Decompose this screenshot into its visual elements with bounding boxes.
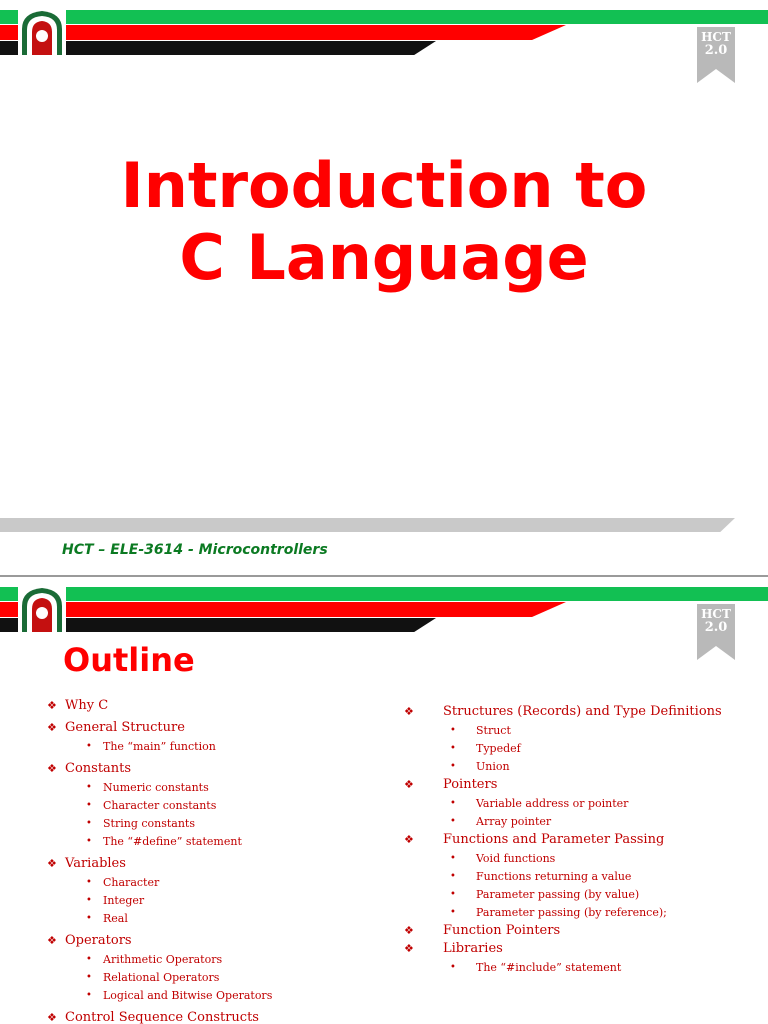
diamond-bullet-icon: ❖ [404,924,414,937]
outline-sub-item-label: Arithmetic Operators [103,953,223,966]
outline-sub-item-label: Void functions [476,852,556,865]
course-footer: HCT – ELE-3614 - Microcontrollers [62,542,328,558]
diamond-bullet-icon: ❖ [47,721,57,734]
outline-sub-item-label: Character [103,876,160,889]
outline-sub-item-label: Union [476,760,510,773]
dot-bullet-icon: • [86,972,92,983]
outline-item [404,940,744,958]
outline-sub-item-label: String constants [103,817,195,830]
outline-sub-list [404,795,744,831]
outline-item-label: Pointers [443,777,498,792]
dot-bullet-icon: • [450,816,456,827]
dot-bullet-icon: • [450,907,456,918]
diamond-bullet-icon: ❖ [47,857,57,870]
hct-bookmark-badge [697,27,735,83]
outline-item [47,855,377,873]
diamond-bullet-icon: ❖ [404,778,414,791]
outline-sub-item [47,987,377,1005]
outline-sub-item-label: The “#define” statement [103,835,242,848]
outline-item-label: Constants [65,761,132,776]
dot-bullet-icon: • [450,871,456,882]
dot-bullet-icon: • [450,761,456,772]
outline-item [47,1009,377,1024]
header-red-band [0,25,566,40]
outline-sub-list [404,850,744,922]
outline-sub-item [47,738,377,756]
outline-item [404,922,744,940]
outline-sub-item-label: Character constants [103,799,217,812]
dot-bullet-icon: • [450,853,456,864]
outline-sub-list [47,874,377,928]
outline-sub-item-label: The “#include” statement [476,961,622,974]
dot-bullet-icon: • [450,798,456,809]
diamond-bullet-icon: ❖ [47,699,57,712]
hct-arch-logo [18,586,66,634]
outline-sub-item [404,868,744,886]
diamond-bullet-icon: ❖ [404,942,414,955]
dot-bullet-icon: • [450,962,456,973]
diamond-bullet-icon: ❖ [47,934,57,947]
badge-text-version: 2.0 [704,620,728,635]
outline-sub-list [47,779,377,851]
outline-sub-item-label: Numeric constants [103,781,209,794]
outline-sub-item-label: Logical and Bitwise Operators [103,989,273,1002]
outline-sub-item [47,797,377,815]
outline-item [47,697,377,715]
outline-left-column [47,693,377,1024]
dot-bullet-icon: • [86,913,92,924]
outline-item [47,760,377,778]
outline-item-label: Functions and Parameter Passing [443,832,665,847]
outline-item-label: Control Sequence Constructs [65,1010,259,1024]
outline-item-label: Libraries [443,941,503,956]
dot-bullet-icon: • [86,741,92,752]
dot-bullet-icon: • [86,836,92,847]
hct-arch-logo [18,9,66,57]
dot-bullet-icon: • [86,895,92,906]
dot-bullet-icon: • [450,725,456,736]
outline-sub-item [404,850,744,868]
outline-slide [0,577,768,1024]
diamond-bullet-icon: ❖ [404,705,414,718]
title-line-2: C Language [179,221,589,294]
title-line-1: Introduction to [120,149,648,222]
outline-item [404,776,744,794]
outline-sub-item-label: Real [103,912,128,925]
outline-item-label: Why C [65,698,109,713]
outline-title: Outline [63,641,195,679]
footer-gray-band [0,518,735,532]
badge-text-hct: HCT [701,30,731,44]
outline-sub-item [404,904,744,922]
outline-sub-item-label: Struct [476,724,511,737]
badge-text-hct: HCT [701,607,731,621]
outline-sub-item-label: Parameter passing (by reference); [476,906,667,919]
outline-item-label: General Structure [65,720,185,735]
outline-item-label: Structures (Records) and Type Definitions [443,704,722,719]
outline-sub-item [47,892,377,910]
outline-item [404,831,744,849]
outline-sub-item [47,874,377,892]
outline-sub-item-label: Variable address or pointer [476,797,629,810]
outline-sub-item-label: Relational Operators [103,971,220,984]
outline-sub-item [404,959,744,977]
hct-bookmark-badge [697,604,735,660]
outline-sub-item [404,886,744,904]
header-green-band [0,10,768,24]
outline-sub-item-label: Array pointer [476,815,552,828]
outline-sub-item [47,779,377,797]
outline-item-label: Variables [65,856,126,871]
header-green-band [0,587,768,601]
dot-bullet-icon: • [450,889,456,900]
outline-sub-item [404,795,744,813]
outline-sub-list [404,722,744,776]
outline-item [404,703,744,721]
outline-item-label: Function Pointers [443,923,561,938]
dot-bullet-icon: • [86,877,92,888]
outline-sub-list [47,738,377,756]
outline-sub-item [404,740,744,758]
outline-sub-item [47,969,377,987]
outline-sub-item-label: Integer [103,894,145,907]
outline-sub-item-label: Functions returning a value [476,870,632,883]
slide-title [64,150,704,294]
outline-item-label: Operators [65,933,132,948]
outline-sub-item-label: The “main” function [103,740,216,753]
outline-sub-item [404,722,744,740]
outline-sub-item [47,815,377,833]
outline-item [47,932,377,950]
outline-sub-list [404,959,744,977]
diamond-bullet-icon: ❖ [47,1011,57,1024]
dot-bullet-icon: • [450,743,456,754]
dot-bullet-icon: • [86,782,92,793]
dot-bullet-icon: • [86,954,92,965]
outline-sub-item-label: Typedef [476,742,521,755]
diamond-bullet-icon: ❖ [404,833,414,846]
outline-sub-item [404,813,744,831]
outline-right-column [404,703,744,977]
outline-sub-item-label: Parameter passing (by value) [476,888,640,901]
badge-text-version: 2.0 [704,43,728,58]
outline-sub-item [47,951,377,969]
outline-sub-item [47,910,377,928]
dot-bullet-icon: • [86,800,92,811]
outline-sub-item [404,758,744,776]
outline-sub-item [47,833,377,851]
dot-bullet-icon: • [86,818,92,829]
dot-bullet-icon: • [86,990,92,1001]
header-red-band [0,602,566,617]
diamond-bullet-icon: ❖ [47,762,57,775]
outline-item [47,719,377,737]
outline-sub-list [47,951,377,1005]
